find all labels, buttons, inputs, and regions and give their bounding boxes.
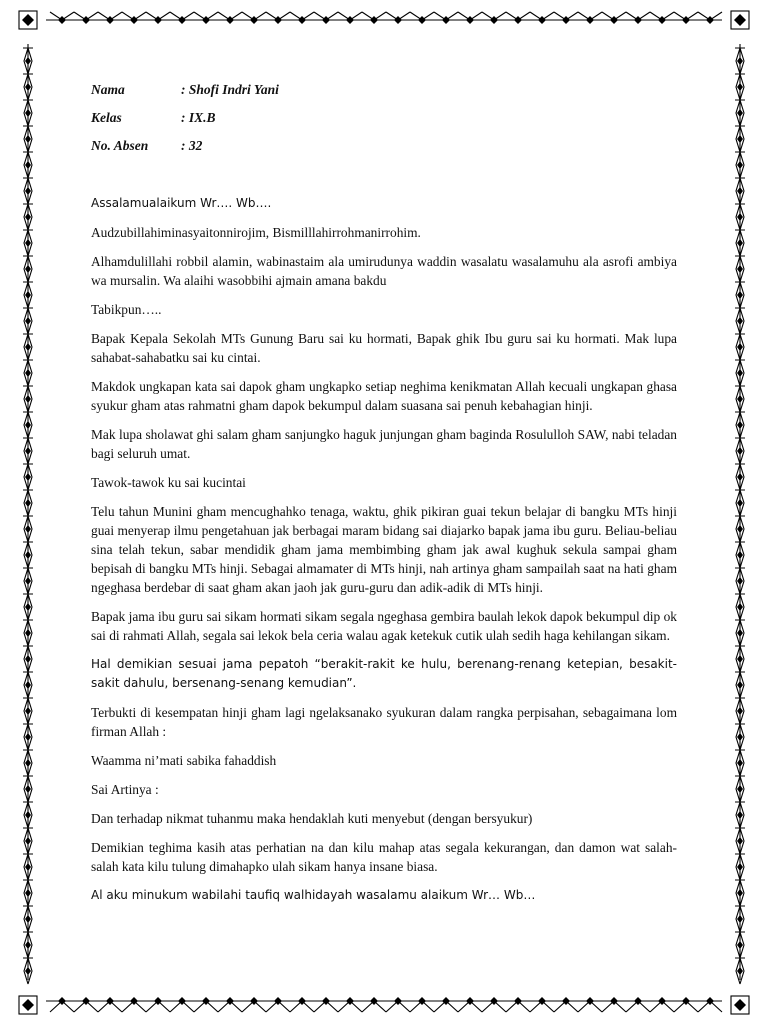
border-right-diamond — [737, 759, 743, 767]
border-left-diamond — [25, 707, 31, 715]
border-top-diamond — [298, 16, 306, 24]
border-right-diamond — [737, 395, 743, 403]
border-left-diamond — [25, 837, 31, 845]
border-left-diamond — [25, 889, 31, 897]
class-value: : IX.B — [181, 110, 216, 125]
border-top-diamond — [154, 16, 162, 24]
border-right-diamond — [737, 837, 743, 845]
border-left-diamond — [25, 447, 31, 455]
border-left-diamond — [25, 733, 31, 741]
border-right-diamond — [737, 317, 743, 325]
border-top-diamond — [346, 16, 354, 24]
border-top-diamond — [562, 16, 570, 24]
border-right-diamond — [737, 213, 743, 221]
border-top-diamond — [418, 16, 426, 24]
border-top-diamond — [682, 16, 690, 24]
final-salam-paragraph: Al aku minukum wabilahi taufiq walhidayah wasalamu alaikum Wr… Wb… — [91, 888, 536, 902]
border-top-diamond — [226, 16, 234, 24]
border-left-diamond — [25, 629, 31, 637]
border-left-diamond — [25, 525, 31, 533]
border-left-diamond — [25, 239, 31, 247]
border-left-diamond — [25, 915, 31, 923]
border-right-diamond — [737, 109, 743, 117]
absen-value: : 32 — [181, 138, 203, 153]
border-left-diamond — [25, 811, 31, 819]
border-right-diamond — [737, 135, 743, 143]
border-right-diamond — [737, 343, 743, 351]
border-top-diamond — [586, 16, 594, 24]
border-right-diamond — [737, 707, 743, 715]
border-right-diamond — [737, 733, 743, 741]
border-left-diamond — [25, 577, 31, 585]
class-label: Kelas — [91, 110, 122, 125]
border-top-diamond — [490, 16, 498, 24]
border-top-diamond — [610, 16, 618, 24]
absen-row — [91, 132, 677, 160]
border-top-diamond — [130, 16, 138, 24]
border-left-diamond — [25, 83, 31, 91]
border-left-diamond — [25, 863, 31, 871]
border-left-diamond — [25, 343, 31, 351]
border-top-diamond — [202, 16, 210, 24]
name-value: : Shofi Indri Yani — [181, 82, 279, 97]
class-row — [91, 104, 677, 132]
student-info — [91, 76, 677, 160]
border-right-diamond — [737, 369, 743, 377]
verse-paragraph: Waamma ni’mati sabika fahaddish — [91, 753, 277, 768]
border-right-diamond — [737, 187, 743, 195]
border-top-diamond — [466, 16, 474, 24]
border-top-diamond — [274, 16, 282, 24]
name-label: Nama — [91, 82, 125, 97]
syukuran-paragraph: Terbukti di kesempatan hinji gham lagi ngelaksanako syukuran dalam rangka perpisahan, sebagaimana lom firman Allah : — [91, 705, 677, 739]
border-right-diamond — [737, 785, 743, 793]
border-right-diamond — [737, 421, 743, 429]
border-left-diamond — [25, 395, 31, 403]
border-right-diamond — [737, 291, 743, 299]
border-left-diamond — [25, 499, 31, 507]
document-body — [91, 76, 677, 915]
border-top-diamond — [658, 16, 666, 24]
border-right-diamond — [737, 239, 743, 247]
border-right-diamond — [737, 629, 743, 637]
corner-bottom-left-diamond — [22, 999, 34, 1011]
border-right-diamond — [737, 889, 743, 897]
border-top-diamond — [106, 16, 114, 24]
border-right-diamond — [737, 161, 743, 169]
three-years-paragraph: Telu tahun Munini gham mencughahko tenaga, waktu, ghik pikiran guai tekun belajar di bangku MTs hinji guai menyerap ilmu pengetahuan jak berbagai maram bidang sai diajarko bapak jama ibu guru. Beliau-beliau sina telah tekun, sabar mendidik gham jama membimbing gham jak awal kughuk sekula sampai gham bepisah di bangku MTs hinji. Sebagai almamater di MTs hinji, nah artinya gham sampailah saat na hati gham ngeghasa berdebar di saat gham akan jaoh jak guru-guru dan adik-adik di MTs hinji. — [91, 504, 677, 595]
border-left-diamond — [25, 57, 31, 65]
border-left-diamond — [25, 551, 31, 559]
border-right-diamond — [737, 863, 743, 871]
hamdalah-paragraph: Alhamdulillahi robbil alamin, wabinastaim ala umirudunya waddin wasalatu wasalamuhu ala asrofi ambiya wa mursalin. Wa alaihi wasobbihi ajmain amana bakdu — [91, 254, 677, 288]
border-left-diamond — [25, 161, 31, 169]
corner-bottom-right-diamond — [734, 999, 746, 1011]
border-right-diamond — [737, 265, 743, 273]
border-left-diamond — [25, 941, 31, 949]
border-right-diamond — [737, 57, 743, 65]
tabikpun-paragraph: Tabikpun….. — [91, 302, 162, 317]
border-top-diamond — [370, 16, 378, 24]
border-right-diamond — [737, 551, 743, 559]
border-left-diamond — [25, 135, 31, 143]
border-right-diamond — [737, 83, 743, 91]
border-left-diamond — [25, 759, 31, 767]
name-row — [91, 76, 677, 104]
border-right-diamond — [737, 811, 743, 819]
border-right-diamond — [737, 655, 743, 663]
border-left-diamond — [25, 655, 31, 663]
border-top-diamond — [322, 16, 330, 24]
corner-top-right-diamond — [734, 14, 746, 26]
proverb-paragraph: Hal demikian sesuai jama pepatoh “berakit-rakit ke hulu, berenang-renang ketepian, besakit-sakit dahulu, bersenang-senang kemudian”. — [91, 657, 677, 690]
border-right-diamond — [737, 681, 743, 689]
border-top-diamond — [394, 16, 402, 24]
border-top-diamond — [58, 16, 66, 24]
border-left-diamond — [25, 109, 31, 117]
border-top-diamond — [442, 16, 450, 24]
meaning-label-paragraph: Sai Artinya : — [91, 782, 159, 797]
border-top-diamond — [178, 16, 186, 24]
border-left-diamond — [25, 473, 31, 481]
sholawat-paragraph: Mak lupa sholawat ghi salam gham sanjungko haguk junjungan gham baginda Rosululloh SAW, nabi teladan bagi seluruh umat. — [91, 427, 677, 461]
border-top-diamond — [706, 16, 714, 24]
border-left-diamond — [25, 213, 31, 221]
taawudz-paragraph: Audzubillahiminasyaitonnirojim, Bismilllahirrohmanirrohim. — [91, 225, 421, 240]
teachers-paragraph: Bapak jama ibu guru sai sikam hormati sikam segala ngeghasa gembira baulah lekok dapok bekumpul dip ok sai di rahmati Allah, segala sai lekok bela ceria walau agak ketekuk cutik ulah sedih haga kehilangan sikam. — [91, 609, 677, 643]
corner-top-left-diamond — [22, 14, 34, 26]
border-top-diamond — [538, 16, 546, 24]
border-right-diamond — [737, 525, 743, 533]
border-right-diamond — [737, 473, 743, 481]
closing-paragraph: Demikian teghima kasih atas perhatian na dan kilu mahap atas segala kekurangan, dan damon wat salah-salah kata kilu tulung dimahapko ulah sikam hanya insane biasa. — [91, 840, 677, 874]
border-right-diamond — [737, 941, 743, 949]
border-top-diamond — [250, 16, 258, 24]
border-right-diamond — [737, 577, 743, 585]
border-right-diamond — [737, 603, 743, 611]
border-left-diamond — [25, 291, 31, 299]
friends-paragraph: Tawok-tawok ku sai kucintai — [91, 475, 246, 490]
border-left-diamond — [25, 317, 31, 325]
border-right-diamond — [737, 499, 743, 507]
gratitude-paragraph: Makdok ungkapan kata sai dapok gham ungkapko setiap neghima kenikmatan Allah kecuali ungkapan ghasa syukur gham atas rahmatni gham dapok bekumpul dalam suasana sai penuh kebahagian hinji. — [91, 379, 677, 413]
border-left-diamond — [25, 265, 31, 273]
border-right-diamond — [737, 447, 743, 455]
border-top-diamond — [634, 16, 642, 24]
border-left-diamond — [25, 369, 31, 377]
border-left-diamond — [25, 187, 31, 195]
border-top-diamond — [514, 16, 522, 24]
border-left-diamond — [25, 603, 31, 611]
translation-paragraph: Dan terhadap nikmat tuhanmu maka hendaklah kuti menyebut (dengan bersyukur) — [91, 811, 533, 826]
border-top-diamond — [82, 16, 90, 24]
border-left-diamond — [25, 421, 31, 429]
border-left-diamond — [25, 967, 31, 975]
absen-label: No. Absen — [91, 138, 149, 153]
border-right-diamond — [737, 967, 743, 975]
salutation-paragraph: Bapak Kepala Sekolah MTs Gunung Baru sai ku hormati, Bapak ghik Ibu guru sai ku hormati. Mak lupa sahabat-sahabatku sai ku cintai. — [91, 331, 677, 365]
border-right-diamond — [737, 915, 743, 923]
border-left-diamond — [25, 785, 31, 793]
border-left-diamond — [25, 681, 31, 689]
greeting-paragraph: Assalamualaikum Wr…. Wb…. — [91, 196, 272, 210]
